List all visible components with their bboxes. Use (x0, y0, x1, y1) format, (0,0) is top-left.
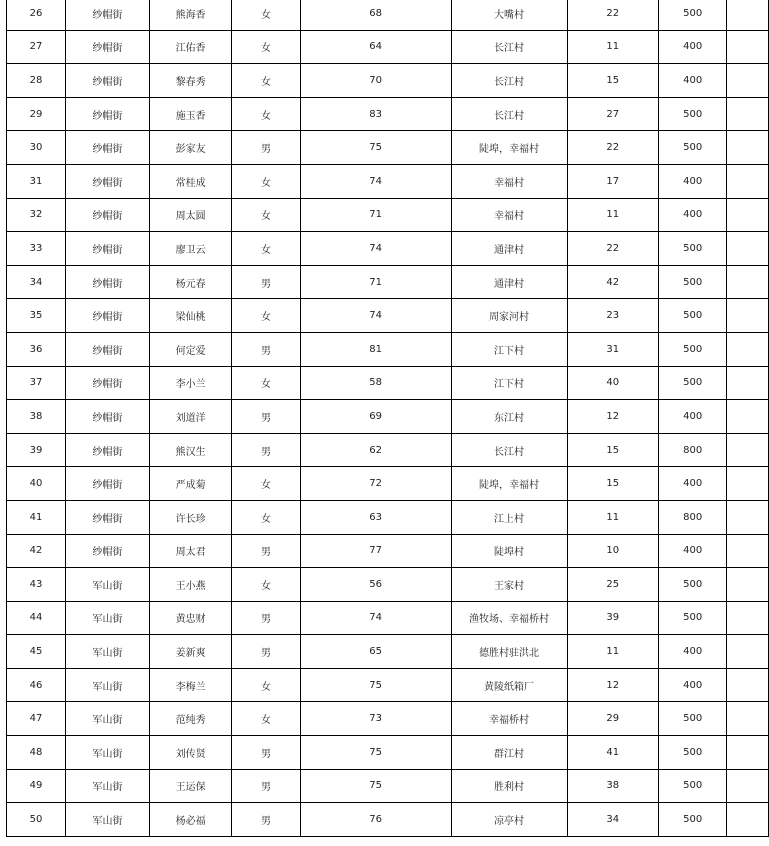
table-row (7, 803, 769, 837)
index-cell: 41 (7, 500, 66, 534)
table-row (7, 534, 769, 568)
village-cell: 凉亭村 (451, 803, 567, 837)
amount-cell: 500 (658, 702, 727, 736)
table-row (7, 0, 769, 30)
village-cell: 长江村 (451, 30, 567, 64)
age-cell: 71 (300, 265, 451, 299)
age-cell: 69 (300, 400, 451, 434)
street-cell: 纱帽街 (65, 265, 149, 299)
street-cell: 军山街 (65, 803, 149, 837)
years-cell: 10 (567, 534, 658, 568)
years-cell: 11 (567, 198, 658, 232)
amount-cell: 500 (658, 736, 727, 770)
index-cell: 39 (7, 433, 66, 467)
amount-cell: 500 (658, 769, 727, 803)
table-row (7, 332, 769, 366)
blank-cell (727, 265, 769, 299)
name-cell: 周太圆 (150, 198, 232, 232)
gender-cell: 女 (232, 467, 301, 501)
street-cell: 军山街 (65, 601, 149, 635)
table-row (7, 500, 769, 534)
amount-cell: 400 (658, 164, 727, 198)
table-body (7, 0, 769, 836)
amount-cell: 400 (658, 635, 727, 669)
years-cell: 38 (567, 769, 658, 803)
street-cell: 纱帽街 (65, 232, 149, 266)
index-cell: 40 (7, 467, 66, 501)
table-row (7, 668, 769, 702)
table-row (7, 198, 769, 232)
table-row (7, 30, 769, 64)
blank-cell (727, 131, 769, 165)
age-cell: 58 (300, 366, 451, 400)
blank-cell (727, 433, 769, 467)
gender-cell: 男 (232, 433, 301, 467)
village-cell: 通津村 (451, 265, 567, 299)
amount-cell: 500 (658, 332, 727, 366)
gender-cell: 男 (232, 736, 301, 770)
index-cell: 37 (7, 366, 66, 400)
age-cell: 72 (300, 467, 451, 501)
table-row (7, 366, 769, 400)
index-cell: 47 (7, 702, 66, 736)
years-cell: 15 (567, 433, 658, 467)
index-cell: 42 (7, 534, 66, 568)
blank-cell (727, 366, 769, 400)
blank-cell (727, 97, 769, 131)
years-cell: 11 (567, 500, 658, 534)
index-cell: 28 (7, 64, 66, 98)
years-cell: 12 (567, 400, 658, 434)
amount-cell: 400 (658, 30, 727, 64)
name-cell: 许长珍 (150, 500, 232, 534)
village-cell: 陡埠，幸福村 (451, 131, 567, 165)
age-cell: 64 (300, 30, 451, 64)
years-cell: 11 (567, 635, 658, 669)
blank-cell (727, 568, 769, 602)
blank-cell (727, 30, 769, 64)
village-cell: 群江村 (451, 736, 567, 770)
blank-cell (727, 635, 769, 669)
village-cell: 江上村 (451, 500, 567, 534)
name-cell: 王运保 (150, 769, 232, 803)
amount-cell: 400 (658, 668, 727, 702)
name-cell: 梁仙桃 (150, 299, 232, 333)
age-cell: 70 (300, 64, 451, 98)
index-cell: 33 (7, 232, 66, 266)
index-cell: 31 (7, 164, 66, 198)
blank-cell (727, 500, 769, 534)
age-cell: 56 (300, 568, 451, 602)
table-row (7, 299, 769, 333)
table-row (7, 769, 769, 803)
gender-cell: 女 (232, 668, 301, 702)
table-row (7, 97, 769, 131)
street-cell: 军山街 (65, 702, 149, 736)
name-cell: 严成菊 (150, 467, 232, 501)
years-cell: 27 (567, 97, 658, 131)
amount-cell: 500 (658, 0, 727, 30)
village-cell: 江下村 (451, 366, 567, 400)
index-cell: 36 (7, 332, 66, 366)
index-cell: 50 (7, 803, 66, 837)
age-cell: 74 (300, 601, 451, 635)
village-cell: 幸福桥村 (451, 702, 567, 736)
age-cell: 75 (300, 668, 451, 702)
index-cell: 49 (7, 769, 66, 803)
age-cell: 77 (300, 534, 451, 568)
street-cell: 纱帽街 (65, 299, 149, 333)
gender-cell: 女 (232, 299, 301, 333)
blank-cell (727, 702, 769, 736)
index-cell: 27 (7, 30, 66, 64)
gender-cell: 男 (232, 769, 301, 803)
village-cell: 德胜村驻洪北 (451, 635, 567, 669)
gender-cell: 女 (232, 30, 301, 64)
age-cell: 83 (300, 97, 451, 131)
name-cell: 姜新爽 (150, 635, 232, 669)
street-cell: 纱帽街 (65, 0, 149, 30)
index-cell: 48 (7, 736, 66, 770)
name-cell: 刘传贤 (150, 736, 232, 770)
amount-cell: 400 (658, 400, 727, 434)
amount-cell: 500 (658, 232, 727, 266)
gender-cell: 女 (232, 164, 301, 198)
years-cell: 15 (567, 467, 658, 501)
amount-cell: 400 (658, 467, 727, 501)
age-cell: 68 (300, 0, 451, 30)
village-cell: 渔牧场、幸福桥村 (451, 601, 567, 635)
blank-cell (727, 769, 769, 803)
index-cell: 26 (7, 0, 66, 30)
years-cell: 22 (567, 0, 658, 30)
years-cell: 40 (567, 366, 658, 400)
table-row (7, 131, 769, 165)
years-cell: 42 (567, 265, 658, 299)
name-cell: 何定爱 (150, 332, 232, 366)
gender-cell: 女 (232, 198, 301, 232)
street-cell: 纱帽街 (65, 30, 149, 64)
age-cell: 75 (300, 131, 451, 165)
street-cell: 纱帽街 (65, 366, 149, 400)
street-cell: 纱帽街 (65, 97, 149, 131)
amount-cell: 500 (658, 568, 727, 602)
village-cell: 幸福村 (451, 164, 567, 198)
village-cell: 通津村 (451, 232, 567, 266)
index-cell: 35 (7, 299, 66, 333)
amount-cell: 400 (658, 64, 727, 98)
amount-cell: 500 (658, 366, 727, 400)
street-cell: 军山街 (65, 635, 149, 669)
name-cell: 熊汉生 (150, 433, 232, 467)
name-cell: 施玉香 (150, 97, 232, 131)
street-cell: 纱帽街 (65, 400, 149, 434)
gender-cell: 女 (232, 500, 301, 534)
years-cell: 23 (567, 299, 658, 333)
name-cell: 彭家友 (150, 131, 232, 165)
record-table (6, 0, 769, 837)
blank-cell (727, 64, 769, 98)
amount-cell: 400 (658, 198, 727, 232)
name-cell: 黎春秀 (150, 64, 232, 98)
table-row (7, 64, 769, 98)
index-cell: 38 (7, 400, 66, 434)
village-cell: 幸福村 (451, 198, 567, 232)
name-cell: 刘道洋 (150, 400, 232, 434)
amount-cell: 500 (658, 299, 727, 333)
amount-cell: 800 (658, 500, 727, 534)
amount-cell: 500 (658, 131, 727, 165)
amount-cell: 500 (658, 265, 727, 299)
years-cell: 22 (567, 131, 658, 165)
amount-cell: 400 (658, 534, 727, 568)
age-cell: 76 (300, 803, 451, 837)
table-row (7, 736, 769, 770)
index-cell: 44 (7, 601, 66, 635)
gender-cell: 男 (232, 601, 301, 635)
table-row (7, 635, 769, 669)
name-cell: 范纯秀 (150, 702, 232, 736)
table-row (7, 164, 769, 198)
gender-cell: 男 (232, 803, 301, 837)
index-cell: 43 (7, 568, 66, 602)
blank-cell (727, 400, 769, 434)
street-cell: 纱帽街 (65, 467, 149, 501)
blank-cell (727, 668, 769, 702)
gender-cell: 女 (232, 0, 301, 30)
name-cell: 常桂成 (150, 164, 232, 198)
age-cell: 74 (300, 232, 451, 266)
blank-cell (727, 299, 769, 333)
blank-cell (727, 467, 769, 501)
street-cell: 纱帽街 (65, 433, 149, 467)
table-row (7, 400, 769, 434)
years-cell: 29 (567, 702, 658, 736)
street-cell: 纱帽街 (65, 332, 149, 366)
name-cell: 熊海香 (150, 0, 232, 30)
gender-cell: 男 (232, 332, 301, 366)
table-row (7, 702, 769, 736)
name-cell: 杨元春 (150, 265, 232, 299)
village-cell: 东江村 (451, 400, 567, 434)
years-cell: 17 (567, 164, 658, 198)
blank-cell (727, 164, 769, 198)
name-cell: 黄忠财 (150, 601, 232, 635)
table-row (7, 601, 769, 635)
name-cell: 廖卫云 (150, 232, 232, 266)
street-cell: 纱帽街 (65, 64, 149, 98)
blank-cell (727, 601, 769, 635)
village-cell: 长江村 (451, 97, 567, 131)
blank-cell (727, 232, 769, 266)
age-cell: 74 (300, 164, 451, 198)
amount-cell: 500 (658, 803, 727, 837)
years-cell: 15 (567, 64, 658, 98)
gender-cell: 男 (232, 534, 301, 568)
years-cell: 12 (567, 668, 658, 702)
gender-cell: 女 (232, 568, 301, 602)
village-cell: 胜利村 (451, 769, 567, 803)
gender-cell: 女 (232, 97, 301, 131)
years-cell: 25 (567, 568, 658, 602)
gender-cell: 女 (232, 64, 301, 98)
village-cell: 江下村 (451, 332, 567, 366)
blank-cell (727, 332, 769, 366)
gender-cell: 男 (232, 635, 301, 669)
age-cell: 63 (300, 500, 451, 534)
amount-cell: 500 (658, 601, 727, 635)
name-cell: 杨必福 (150, 803, 232, 837)
index-cell: 30 (7, 131, 66, 165)
gender-cell: 女 (232, 232, 301, 266)
index-cell: 46 (7, 668, 66, 702)
table-row (7, 265, 769, 299)
years-cell: 31 (567, 332, 658, 366)
village-cell: 大嘴村 (451, 0, 567, 30)
name-cell: 李梅兰 (150, 668, 232, 702)
name-cell: 周太君 (150, 534, 232, 568)
age-cell: 81 (300, 332, 451, 366)
gender-cell: 女 (232, 366, 301, 400)
age-cell: 75 (300, 769, 451, 803)
years-cell: 22 (567, 232, 658, 266)
blank-cell (727, 534, 769, 568)
street-cell: 纱帽街 (65, 198, 149, 232)
gender-cell: 男 (232, 265, 301, 299)
street-cell: 军山街 (65, 668, 149, 702)
name-cell: 王小燕 (150, 568, 232, 602)
blank-cell (727, 803, 769, 837)
street-cell: 纱帽街 (65, 131, 149, 165)
village-cell: 周家河村 (451, 299, 567, 333)
index-cell: 34 (7, 265, 66, 299)
gender-cell: 男 (232, 400, 301, 434)
age-cell: 65 (300, 635, 451, 669)
age-cell: 73 (300, 702, 451, 736)
street-cell: 军山街 (65, 736, 149, 770)
blank-cell (727, 198, 769, 232)
gender-cell: 女 (232, 702, 301, 736)
age-cell: 75 (300, 736, 451, 770)
age-cell: 74 (300, 299, 451, 333)
years-cell: 41 (567, 736, 658, 770)
name-cell: 江佑香 (150, 30, 232, 64)
amount-cell: 800 (658, 433, 727, 467)
street-cell: 纱帽街 (65, 500, 149, 534)
index-cell: 45 (7, 635, 66, 669)
village-cell: 长江村 (451, 433, 567, 467)
table-row (7, 232, 769, 266)
name-cell: 李小兰 (150, 366, 232, 400)
gender-cell: 男 (232, 131, 301, 165)
table-row (7, 467, 769, 501)
years-cell: 11 (567, 30, 658, 64)
index-cell: 29 (7, 97, 66, 131)
years-cell: 39 (567, 601, 658, 635)
village-cell: 陡埠村 (451, 534, 567, 568)
street-cell: 军山街 (65, 568, 149, 602)
years-cell: 34 (567, 803, 658, 837)
age-cell: 71 (300, 198, 451, 232)
village-cell: 长江村 (451, 64, 567, 98)
village-cell: 王家村 (451, 568, 567, 602)
table-row (7, 568, 769, 602)
age-cell: 62 (300, 433, 451, 467)
table-row (7, 433, 769, 467)
street-cell: 纱帽街 (65, 164, 149, 198)
index-cell: 32 (7, 198, 66, 232)
street-cell: 军山街 (65, 769, 149, 803)
street-cell: 纱帽街 (65, 534, 149, 568)
blank-cell (727, 0, 769, 30)
village-cell: 黄陵纸箱厂 (451, 668, 567, 702)
blank-cell (727, 736, 769, 770)
village-cell: 陡埠，幸福村 (451, 467, 567, 501)
amount-cell: 500 (658, 97, 727, 131)
